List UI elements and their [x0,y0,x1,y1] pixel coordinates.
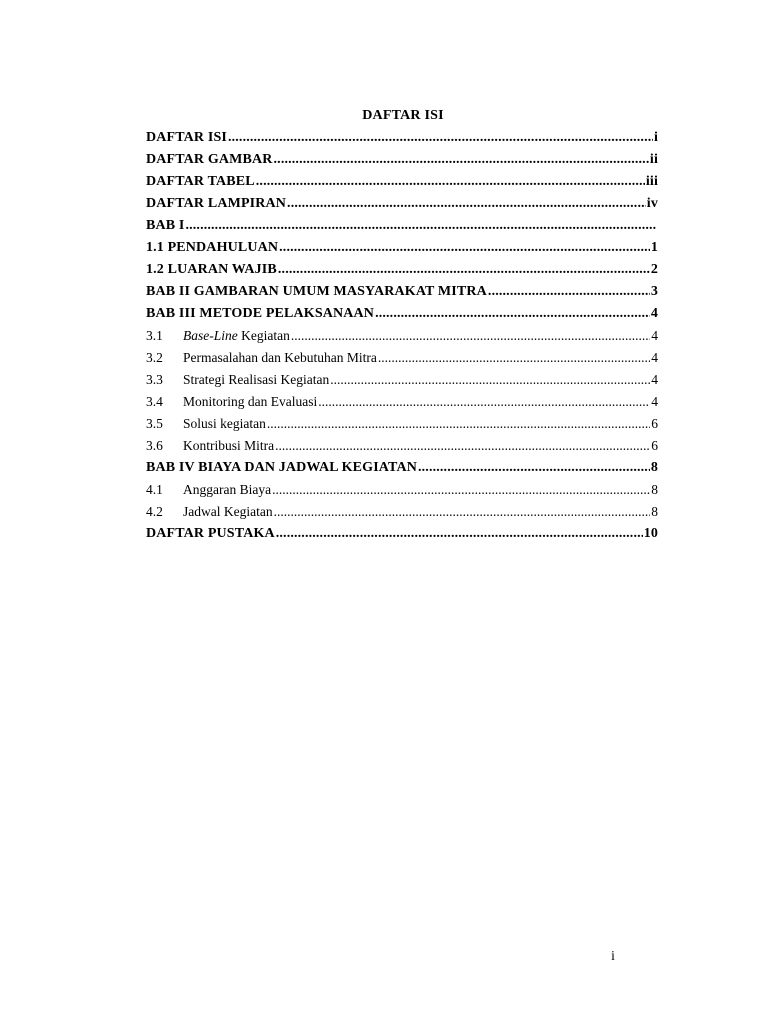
toc-dot-leader [273,149,649,171]
toc-entry-page: 2 [650,262,658,277]
toc-entry[interactable] [146,149,658,171]
toc-dot-leader [278,237,650,259]
toc-entry-title: BAB IV BIAYA DAN JADWAL KEGIATAN [146,460,417,475]
toc-entry-title: Strategi Realisasi Kegiatan [183,372,330,387]
toc-entry-page: ii [649,152,658,167]
toc-entry[interactable] [146,347,658,369]
toc-entry[interactable] [146,523,658,545]
toc-entry[interactable] [146,259,658,281]
toc-dot-leader [275,523,643,545]
toc-entry-title: BAB I [146,218,185,233]
toc-entry-number: 4.2 [146,504,163,519]
toc-entry-number: 3.1 [146,328,163,343]
toc-entry[interactable] [146,237,658,259]
toc-entry-number: 3.6 [146,438,163,453]
toc-entry-page: 8 [651,482,658,497]
toc-entry-page: i [653,130,658,145]
toc-entry-page: 3 [650,284,658,299]
toc-entry-number: 3.2 [146,350,163,365]
toc-entry-number: 3.3 [146,372,163,387]
toc-entry-title: Kontribusi Mitra [183,438,275,453]
toc-entry-page: 4 [651,350,658,365]
toc-entry[interactable] [146,127,658,149]
toc-entry-title: DAFTAR PUSTAKA [146,526,275,541]
toc-dot-leader [273,501,651,523]
toc-entry[interactable] [146,281,658,303]
toc-entry[interactable] [146,479,658,501]
toc-dot-leader [290,325,650,347]
toc-entry-title-rest: Kegiatan [237,328,290,343]
toc-entry-title: DAFTAR ISI [146,130,227,145]
toc-dot-leader [277,259,650,281]
toc-dot-leader [374,303,650,325]
toc-dot-leader [487,281,650,303]
toc-dot-leader [227,127,653,149]
page-number: i [611,948,615,963]
toc-entry[interactable] [146,369,658,391]
toc-title: DAFTAR ISI [362,108,444,123]
toc-entry-page: 6 [651,438,658,453]
toc-dot-leader [286,193,646,215]
toc-entry[interactable] [146,435,658,457]
toc-entry-page: iv [646,196,658,211]
toc-entry-number: 3.4 [146,394,163,409]
toc-entry[interactable] [146,391,658,413]
toc-entry-title [183,325,290,347]
toc-entry-title: Jadwal Kegiatan [183,504,273,519]
toc-entry-number: 4.1 [146,482,163,497]
toc-entry-number: 3.5 [146,416,163,431]
toc-entry-page: 4 [650,306,658,321]
toc-entry-page: 6 [651,416,658,431]
toc-entry-title: Permasalahan dan Kebutuhan Mitra [183,350,377,365]
toc-entry-title: Monitoring dan Evaluasi [183,394,318,409]
toc-dot-leader [317,391,650,413]
toc-entry[interactable] [146,457,658,479]
toc-entry-page: 4 [651,372,658,387]
toc-entry[interactable] [146,325,658,347]
toc-dot-leader [274,435,650,457]
toc-entry-page: 10 [643,526,658,541]
toc-entry-page: 8 [650,460,658,475]
toc-dot-leader [417,457,650,479]
toc-entry-title: BAB III METODE PELAKSANAAN [146,306,375,321]
toc-entry-title: BAB II GAMBARAN UMUM MASYARAKAT MITRA [146,284,487,299]
toc-entry[interactable] [146,171,658,193]
toc-entry-title-italic: Base-Line [183,328,238,343]
toc-entry-page: 4 [651,328,658,343]
toc-entry[interactable] [146,193,658,215]
toc-list [146,127,658,545]
toc-entry[interactable] [146,413,658,435]
toc-dot-leader [266,413,650,435]
toc-entry[interactable] [146,215,658,237]
toc-entry-title: 1.2 LUARAN WAJIB [146,262,277,277]
toc-dot-leader [329,369,650,391]
toc-entry-page: iii [645,174,658,189]
toc-entry-page: 1 [650,240,658,255]
toc-entry-title: DAFTAR TABEL [146,174,255,189]
toc-entry[interactable] [146,501,658,523]
toc-entry-title: DAFTAR LAMPIRAN [146,196,287,211]
toc-entry-page: 4 [651,394,658,409]
toc-entry-title: DAFTAR GAMBAR [146,152,273,167]
toc-dot-leader [377,347,650,369]
toc-entry-title: Solusi kegiatan [183,416,266,431]
toc-entry[interactable] [146,303,658,325]
toc-entry-page: 8 [651,504,658,519]
toc-entry-title: Anggaran Biaya [183,482,272,497]
toc-dot-leader [271,479,650,501]
toc-dot-leader [184,215,657,237]
toc-dot-leader [255,171,645,193]
toc-entry-title: 1.1 PENDAHULUAN [146,240,279,255]
